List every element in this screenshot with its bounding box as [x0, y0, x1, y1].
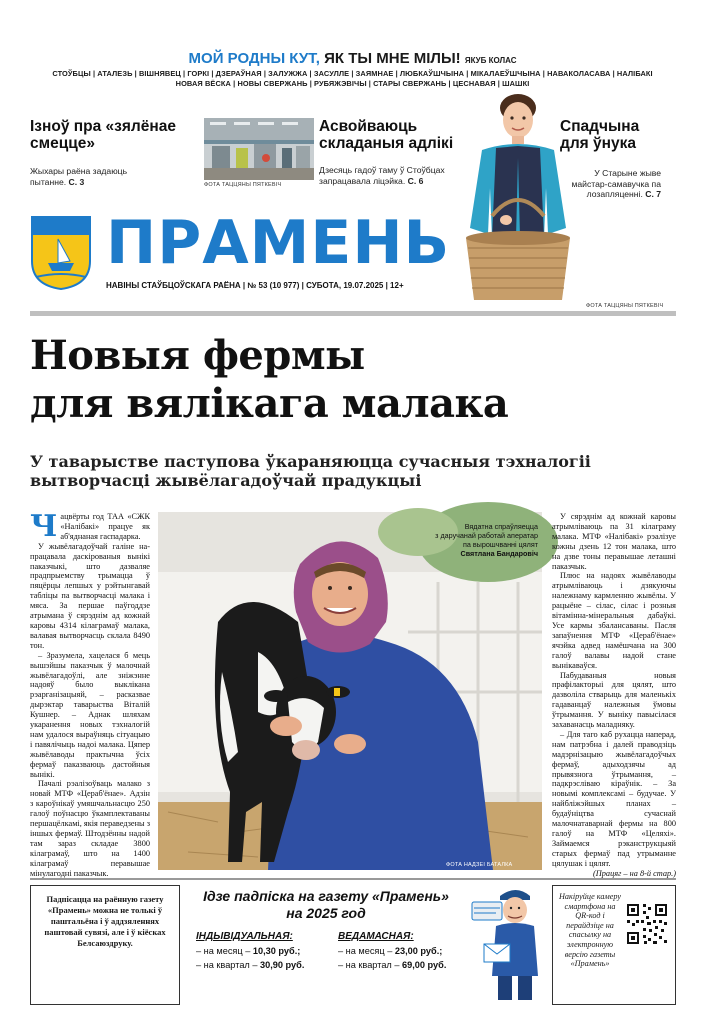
subscription-left-text: Падпісацца на раённую газету «Прамень» можна не толькі ў паштальёна і ў аддзяленнях паштовай сувязі, але і ў кіёсках Белсаюздруку. — [44, 894, 166, 948]
article-col1-p4: Пачалі рэалізоўваць малако з новай МТФ «Цераб'ёнае». Адзін з кароўнікаў умяшчальнасцю 250 галоў поўнасцю ўкамплектаваны першацёлкамі, якія пераведзены з іншых фермаў. Штодзённы надой там зараз складае 3800 кілаграмаў, што на 1400 кілаграмаў перавышае мінулагодні паказчык. — [30, 779, 150, 878]
individual-quarter-label: – на квартал – — [196, 960, 258, 970]
bottom-rule — [30, 878, 676, 880]
departmental-quarter-label: – на квартал – — [338, 960, 400, 970]
teaser-3-page: С. 7 — [645, 189, 661, 199]
photo-caption-line2: з даручанай работай аператар — [435, 531, 538, 540]
masthead-subline: НАВІНЫ СТАЎБЦОЎСКАГА РАЁНА | № 53 (10 977) | СУБОТА, 19.07.2025 | 12+ — [106, 281, 404, 290]
village-list — [40, 69, 665, 89]
teaser-1[interactable] — [30, 118, 200, 187]
departmental-heading: ВЕДАМАСНАЯ: — [338, 931, 414, 942]
photo-caption-name: Святлана Бандаровіч — [460, 549, 538, 558]
masthead-title: ПРАМЕНЬ — [106, 208, 451, 278]
departmental-month-price: 23,00 руб.; — [394, 946, 443, 956]
teaser-2[interactable] — [319, 118, 479, 186]
teaser-1-page: С. 3 — [68, 176, 85, 187]
subscription-title-line2: на 2025 год — [286, 905, 366, 921]
coat-of-arms-logo — [30, 215, 92, 291]
village-list-line1: СТОЎБЦЫ | АТАЛЕЗЬ | ВІШНЯВЕЦ | ГОРКІ | ДЗЕРАЎНАЯ | ЗАЛУЖЖА | ЗАСУЛЛЕ | ЗАЯМНАЕ | ЛЮБКАЎШЧЫНА | МІКАЛАЕЎШЧЫНА | НАВАКОЛАСАВА | НАЛІБАКІ — [52, 69, 653, 78]
teaser-2-text — [319, 165, 469, 186]
photo-caption-line1: Вядатна спраўляецца — [464, 522, 538, 531]
main-headline-line2: для вялікага малака — [30, 380, 509, 427]
slogan — [0, 50, 705, 67]
village-list-line2: НОВАЯ ВЁСКА | НОВЫ СВЕРЖАНЬ | РУБЯЖЭВІЧЫ | СТАРЫ СВЕРЖАНЬ | ЦЕСНАВАЯ | ШАШКІ — [175, 79, 530, 88]
teaser-2-title: Асвойваюць складаныя адлікі — [319, 118, 454, 152]
masthead-rule — [30, 311, 676, 316]
slogan-main: МОЙ РОДНЫ КУТ, — [188, 50, 320, 67]
subscription-title — [186, 888, 466, 922]
article-col3-p4: – Для таго каб рухацца наперад, нам патрэбна і далей праводзіць мадэрнізацыю жывёлагадоўчых фермаў, адыходзячы ад прывязнога ўтрымання, – падкрэсліваю кіраўнік. – За новымі комплексамі – будучае. У найбліжэйшых планах – будаўніцтва сучаснай малочнатаварнай фермы на 800 галоў на МТФ «Целяхі». Займаемся рэканструкцыяй старых фермаў пад утрыманне цялушак і цялят. — [552, 729, 676, 868]
boy-photo-credit: ФОТА ТАЦЦЯНЫ ПЯТКЕВІЧ — [586, 303, 664, 309]
qr-code-icon[interactable] — [625, 902, 669, 946]
qr-box-text: Накіруйце камеру смартфона на QR-код і перайдзіце на спасылку на электронную версію газеты «Прамень» — [559, 892, 622, 969]
postman-illustration — [470, 884, 546, 1004]
article-col3-p2: Плюс на надоях жывёлаводы атрымліваюць і дзякуючы належнаму кармленню жывёлы. У рацыёне – сілас, сілас і розныя вітамінна-мінеральныя дабаўкі. Усе кармы збалансаваны. Пасля запаўнення МТФ «Цераб'ёнае» ячэйка адвед намёшчана на 300 галоў валавы надой стане вынікаваўся. — [552, 571, 676, 670]
photo-caption — [378, 522, 538, 558]
departmental-quarter-price: 69,00 руб. — [402, 960, 447, 970]
individual-month — [196, 944, 326, 958]
subscription-individual — [196, 930, 326, 972]
teaser-1-body: Жыхары раёна задаюць пытанне. — [30, 166, 128, 187]
subscription-title-line1: Ідзе падпіска на газету «Прамень» — [203, 888, 449, 904]
departmental-quarter — [338, 958, 468, 972]
qr-box[interactable] — [552, 885, 676, 1005]
article-col1-intro: ацвёрты год ТАА «СЖК «Налібакі» працуе як аб'яднаная гаспадарка. — [60, 512, 150, 541]
main-photo — [158, 512, 542, 870]
main-headline-line1: Новыя фермы — [30, 332, 365, 379]
individual-quarter — [196, 958, 326, 972]
article-col1-p2: У жывёлагадоўчай галіне на-працавала даскірованыя вынікі паказчыкі, што дазваляе прадпрыемству трымацца ў пяцёрцы лепшых у рэйтынгавай табліцы па вытворчасці малака і мяса. За першае паўгоддзе атрымана ў сярэднім ад кожнай каровы 4314 кілаграмаў малака, валавая вытворчасць склала 8490 тон. — [30, 541, 150, 650]
individual-quarter-price: 30,90 руб. — [260, 960, 305, 970]
teaser-1-text — [30, 166, 140, 187]
main-subheadline-line1: У таварыстве паступова ўкараняюцца сучасныя тэхналогіі — [30, 452, 591, 471]
individual-month-price: 10,30 руб.; — [252, 946, 301, 956]
teaser-2-body: Дзесяць гадоў таму ў Стоўбцах запрацавала ліцэйка. — [319, 165, 445, 186]
slogan-rest: ЯК ТЫ МНЕ МІЛЫ! — [319, 50, 461, 67]
teaser-3[interactable] — [560, 118, 660, 152]
teaser-3-text — [566, 168, 661, 200]
teaser-1-photo — [204, 118, 314, 180]
teaser-1-title: Ізноў пра «зялёнае смецце» — [30, 118, 176, 152]
individual-heading: ІНДЫВІДУАЛЬНАЯ: — [196, 931, 293, 942]
article-column-1 — [30, 509, 150, 878]
article-continued[interactable]: (Працяг – на 8-й стар.) — [593, 868, 676, 878]
article-column-3 — [552, 512, 676, 878]
teaser-2-page: С. 6 — [407, 175, 424, 186]
subscription-left-box — [30, 885, 180, 1005]
photo-caption-line3: па вырошчванні цялят — [462, 540, 538, 549]
subscription-departmental — [338, 930, 468, 972]
main-photo-credit: ФОТА НАДЗЕІ БАТАЛКА — [446, 862, 513, 868]
article-col1-p3: – Зразумела, хацелася б мець вышэйшы паказчык ў малочнай жывёлагадоўлі, але зніжэнне надояў было выклікана рэарганізацыяй, – расказвае дырэктар таварыства Віталій Кушнер. – Аднак шляхам укаранення новых тэхналогій нам удалося выраўняць сітуацыю і павялічыць надоі малака. Цяпер жывёлаводы практычна ўсіх фермаў паказваюць дастойныя вынікі. — [30, 650, 150, 779]
teaser-photo-credit: ФОТА ТАЦЦЯНЫ ПЯТКЕВІЧ — [204, 182, 282, 188]
boy-with-basket-photo — [462, 88, 574, 312]
individual-month-label: – на месяц – — [196, 946, 251, 956]
slogan-author: ЯКУБ КОЛАС — [464, 56, 517, 65]
article-dropcap: Ч — [30, 509, 58, 544]
teaser-3-title: Спадчына для ўнука — [560, 118, 640, 152]
departmental-month — [338, 944, 468, 958]
article-col3-p1: У сярэднім ад кожнай каровы атрымліваюць па 31 кілаграму малака. МТФ «Налібакі» рэалізуе кожны дзень 12 тон малака, што на дзве тоны перавышае леташні паказчык. — [552, 512, 676, 571]
teaser-3-body: У Старыне жыве майстар-самавучка па лозапляценні. — [571, 168, 661, 199]
main-subheadline — [30, 452, 591, 490]
departmental-month-label: – на месяц – — [338, 946, 393, 956]
main-headline — [30, 332, 508, 428]
main-subheadline-line2: вытворчасці жывёлагадоўчай прадукцыі — [30, 471, 422, 490]
article-col3-p3: Пабудаваныя новыя прафілакторыі для цялят, што дазволіла стварыць для маленькіх гадаванцаў належныя ўмовы ўтрымання. У выніку павысілася захаванасць маладняку. — [552, 670, 676, 730]
